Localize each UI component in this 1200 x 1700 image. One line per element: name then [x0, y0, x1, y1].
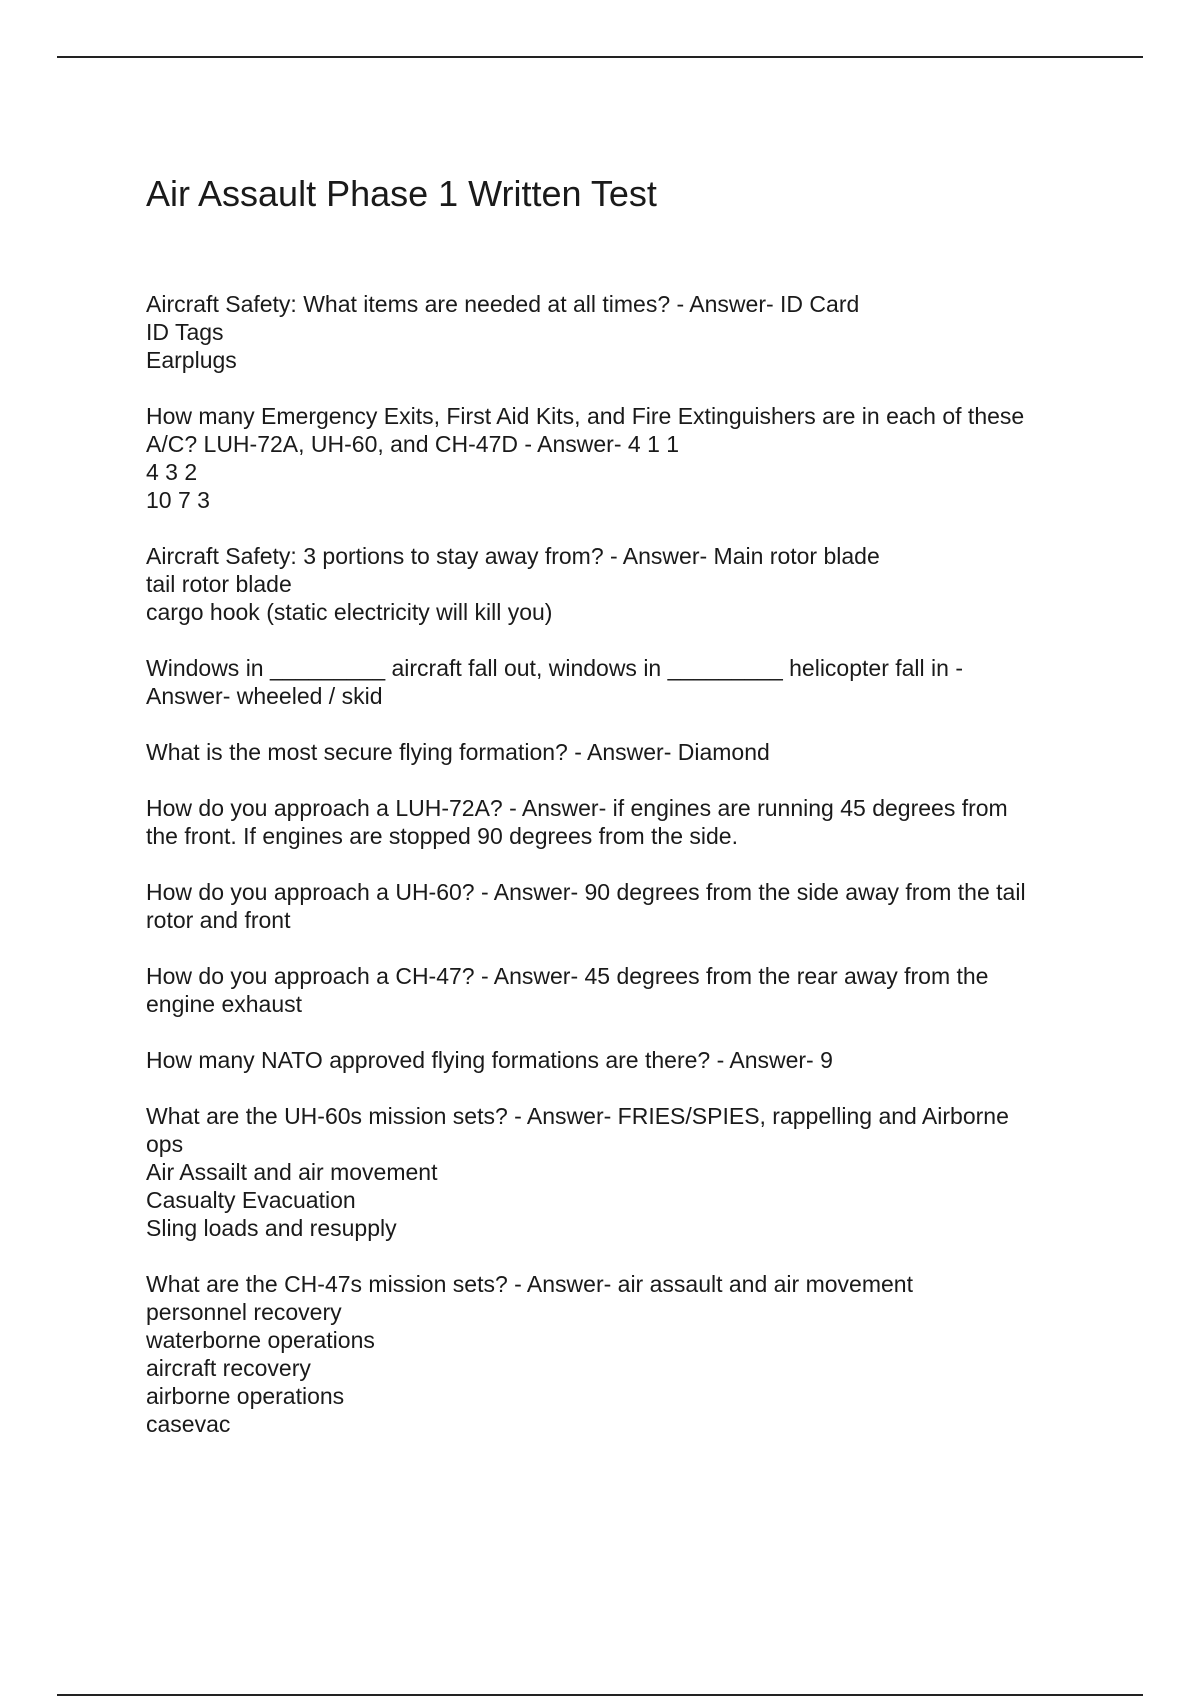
qa-answer-line: airborne operations — [146, 1383, 345, 1409]
qa-question-line: How do you approach a CH-47? - Answer- 45 degrees from the rear away from the — [146, 963, 989, 989]
qa-question-line: Aircraft Safety: 3 portions to stay away from? - Answer- Main rotor blade — [146, 543, 880, 569]
qa-answer-line: Air Assailt and air movement — [146, 1159, 438, 1185]
qa-item — [146, 738, 1086, 766]
qa-question-line: How many NATO approved flying formations are there? - Answer- 9 — [146, 1047, 833, 1073]
qa-item — [146, 1046, 1086, 1074]
qa-question-line: Windows in _________ aircraft fall out, windows in _________ helicopter fall in - — [146, 655, 963, 681]
qa-item — [146, 290, 1086, 374]
qa-answer-line: personnel recovery — [146, 1299, 342, 1325]
qa-answer-line: casevac — [146, 1411, 231, 1437]
qa-item — [146, 794, 1086, 850]
page-title: Air Assault Phase 1 Written Test — [146, 173, 657, 214]
qa-question-line: How do you approach a UH-60? - Answer- 90 degrees from the side away from the tail — [146, 879, 1026, 905]
qa-answer-line: A/C? LUH-72A, UH-60, and CH-47D - Answer- 4 1 1 — [146, 431, 680, 457]
qa-answer-line: ID Tags — [146, 319, 224, 345]
qa-answer-line: engine exhaust — [146, 991, 303, 1017]
qa-answer-line: cargo hook (static electricity will kill you) — [146, 599, 553, 625]
qa-list — [146, 290, 1086, 1466]
qa-answer-line: ops — [146, 1131, 184, 1157]
footer-divider — [57, 1694, 1143, 1696]
qa-question-line: How many Emergency Exits, First Aid Kits, and Fire Extinguishers are in each of these — [146, 403, 1025, 429]
qa-answer-line: Sling loads and resupply — [146, 1215, 397, 1241]
qa-answer-line: tail rotor blade — [146, 571, 292, 597]
qa-question-line: Aircraft Safety: What items are needed at all times? - Answer- ID Card — [146, 291, 860, 317]
qa-answer-line: 10 7 3 — [146, 487, 210, 513]
qa-answer-line: Earplugs — [146, 347, 237, 373]
header-divider — [57, 56, 1143, 58]
qa-answer-line: waterborne operations — [146, 1327, 375, 1353]
qa-answer-line: Casualty Evacuation — [146, 1187, 356, 1213]
qa-answer-line: Answer- wheeled / skid — [146, 683, 383, 709]
qa-item — [146, 542, 1086, 626]
qa-answer-line: aircraft recovery — [146, 1355, 311, 1381]
qa-item — [146, 1270, 1086, 1438]
qa-answer-line: 4 3 2 — [146, 459, 198, 485]
qa-answer-line: rotor and front — [146, 907, 291, 933]
qa-item — [146, 1102, 1086, 1242]
qa-item — [146, 878, 1086, 934]
qa-item — [146, 654, 1086, 710]
qa-question-line: How do you approach a LUH-72A? - Answer- if engines are running 45 degrees from — [146, 795, 1008, 821]
qa-question-line: What are the UH-60s mission sets? - Answer- FRIES/SPIES, rappelling and Airborne — [146, 1103, 1009, 1129]
qa-item — [146, 402, 1086, 514]
qa-question-line: What are the CH-47s mission sets? - Answer- air assault and air movement — [146, 1271, 913, 1297]
qa-item — [146, 962, 1086, 1018]
qa-question-line: What is the most secure flying formation? - Answer- Diamond — [146, 739, 770, 765]
qa-answer-line: the front. If engines are stopped 90 degrees from the side. — [146, 823, 738, 849]
